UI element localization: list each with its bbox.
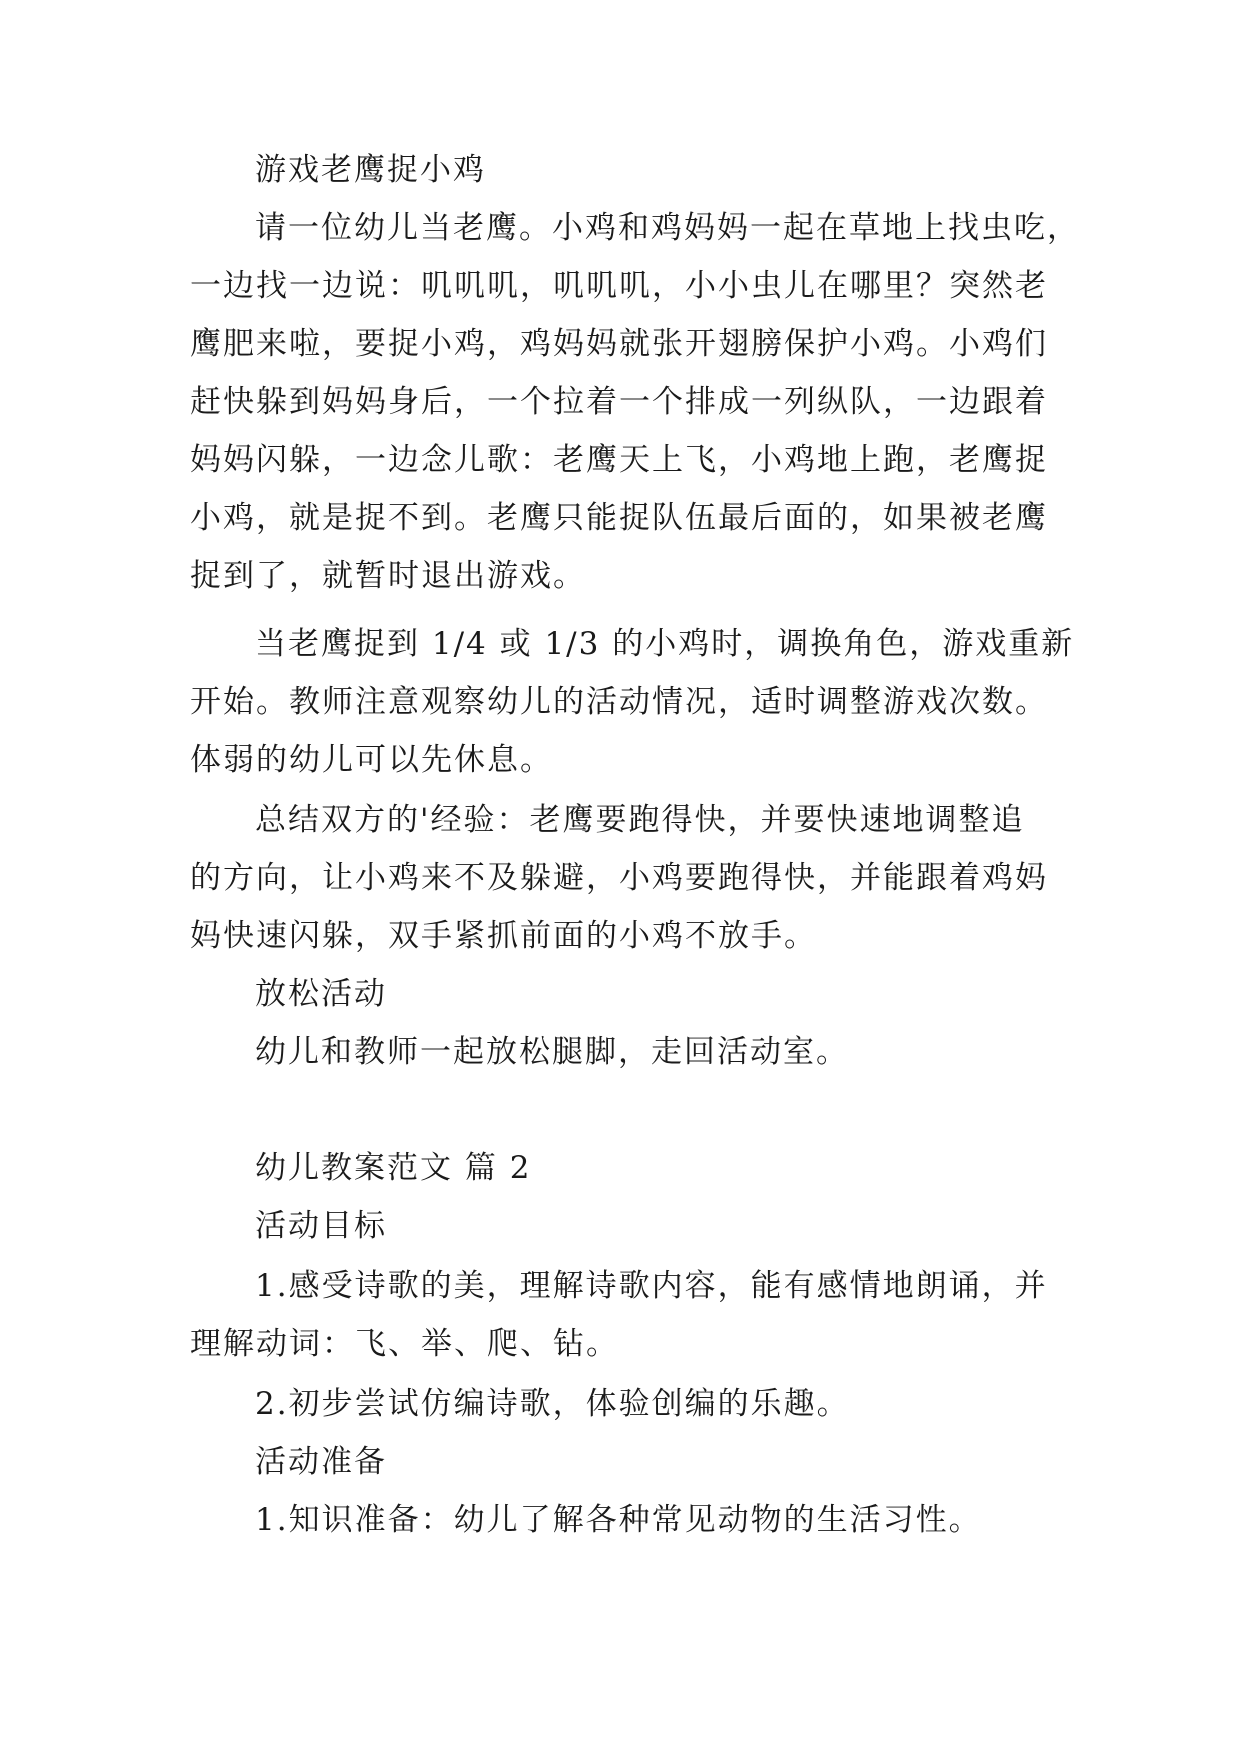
paragraph-line: 鹰肥来啦，要捉小鸡，鸡妈妈就张开翅膀保护小鸡。小鸡们: [190, 326, 1048, 362]
list-item: 1.感受诗歌的美，理解诗歌内容，能有感情地朗诵，并: [255, 1268, 1048, 1304]
paragraph-line: 请一位幼儿当老鹰。小鸡和鸡妈妈一起在草地上找虫吃，: [255, 210, 1080, 246]
paragraph-line: 妈快速闪躲，双手紧抓前面的小鸡不放手。: [190, 918, 817, 954]
article-title: 幼儿教案范文 篇 2: [255, 1150, 532, 1186]
paragraph-line: 捉到了，就暂时退出游戏。: [190, 558, 586, 594]
paragraph-line: 总结双方的'经验：老鹰要跑得快，并要快速地调整追: [255, 802, 1025, 838]
paragraph-line: 体弱的幼儿可以先休息。: [190, 742, 553, 778]
paragraph-line: 妈妈闪躲，一边念儿歌：老鹰天上飞，小鸡地上跑，老鹰捉: [190, 442, 1048, 478]
paragraph-line: 赶快躲到妈妈身后，一个拉着一个排成一列纵队，一边跟着: [190, 384, 1048, 420]
section-heading-prep: 活动准备: [255, 1444, 387, 1480]
paragraph-line: 的方向，让小鸡来不及躲避，小鸡要跑得快，并能跟着鸡妈: [190, 860, 1048, 896]
paragraph-line: 小鸡，就是捉不到。老鹰只能捉队伍最后面的，如果被老鹰: [190, 500, 1048, 536]
list-item: 2.初步尝试仿编诗歌，体验创编的乐趣。: [255, 1386, 850, 1422]
list-item-continuation: 理解动词：飞、举、爬、钻。: [190, 1326, 619, 1362]
section-heading-relax: 放松活动: [255, 976, 387, 1012]
paragraph-line: 幼儿和教师一起放松腿脚，走回活动室。: [255, 1034, 849, 1070]
section-heading-game: 游戏老鹰捉小鸡: [255, 152, 486, 188]
paragraph-line: 一边找一边说：叽叽叽，叽叽叽，小小虫儿在哪里？突然老: [190, 268, 1048, 304]
paragraph-line: 当老鹰捉到 1/4 或 1/3 的小鸡时，调换角色，游戏重新: [255, 626, 1075, 662]
paragraph-line: 开始。教师注意观察幼儿的活动情况，适时调整游戏次数。: [190, 684, 1048, 720]
list-item: 1.知识准备：幼儿了解各种常见动物的生活习性。: [255, 1502, 982, 1538]
section-heading-goals: 活动目标: [255, 1208, 387, 1244]
